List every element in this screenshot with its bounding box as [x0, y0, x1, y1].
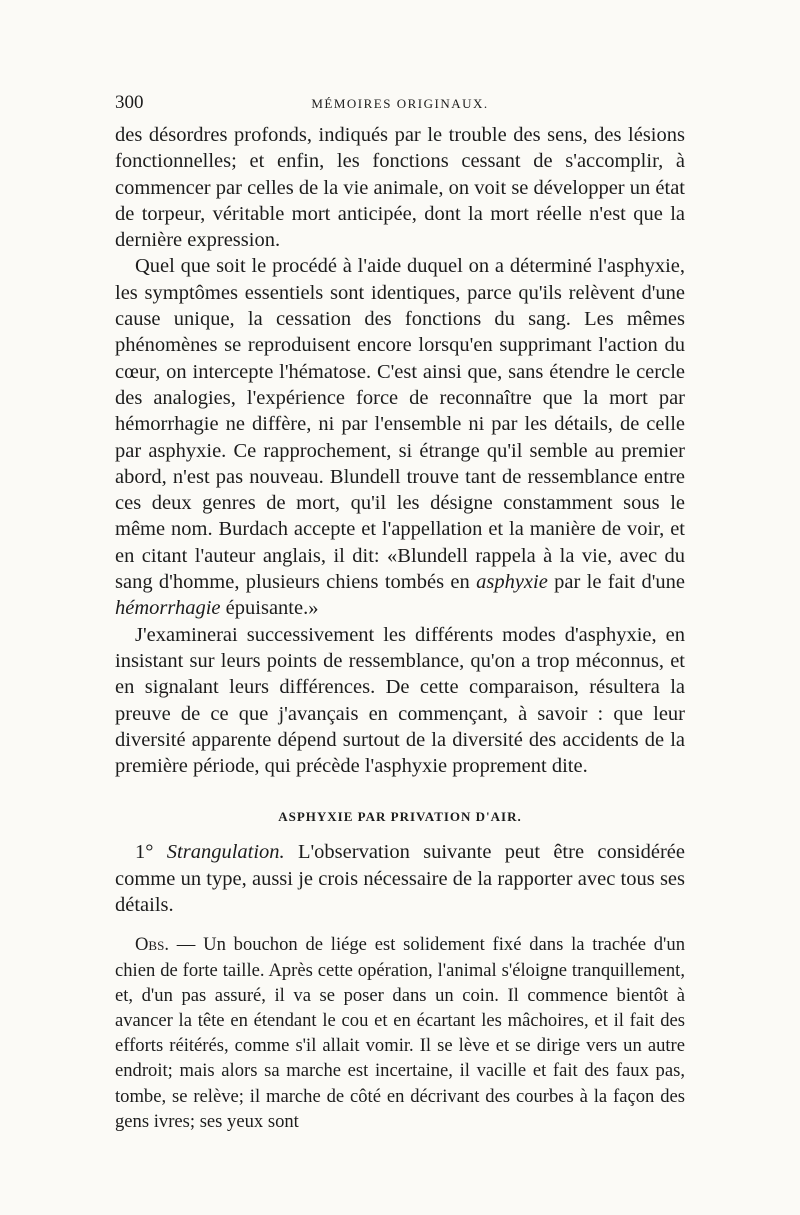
page-number: 300: [115, 92, 144, 113]
observation-text: — Un bouchon de liége est solidement fixé dans la trachée d'un chien de forte taille. Après cette opération, l'animal s'éloigne tranquillement, et, d'un pas assuré, il va se poser dans un coin. Il commence bientôt à avancer la tête en étendant le cou et en écartant les mâchoires, et il fait des efforts réitérés, comme s'il allait vomir. Il se lève et se dirige vers un autre endroit; mais alors sa marche est incertaine, il vacille et fait des faux pas, tombe, se relève; il marche de côté en décrivant des courbes à la façon des gens ivres; ses yeux sont: [115, 934, 685, 1132]
observation-paragraph: [115, 932, 685, 1134]
section-number: 1°: [135, 841, 154, 864]
subsection-title: Strangulation.: [166, 841, 285, 864]
paragraph-4-text: L'observation suivante peut être considérée comme un type, aussi je crois nécessaire de la rapporter avec tous ses détails.: [115, 841, 686, 917]
book-page: [115, 92, 685, 1134]
paragraph-2-part-a: Quel que soit le procédé à l'aide duquel on a déterminé l'asphyxie, les symptômes essentiels sont identiques, parce qu'ils relèvent d'une cause unique, la cessation des fonctions du sang. Les mêmes phénomènes se reproduisent encore lorsqu'en supprimant l'action du cœur, on intercepte l'hématose. C'est ainsi que, sans étendre le cercle des analogies, l'expérience force de reconnaître que la mort par hémorrhagie ne diffère, ni par l'ensemble ni par les détails, de celle par asphyxie. Ce rapprochement, si étrange qu'il semble au premier abord, n'est pas nouveau. Blundell trouve tant de ressemblance entre ces deux genres de mort, qu'il les désigne constamment sous le même nom. Burdach accepte et l'appellation et la manière de voir, et en citant l'auteur anglais, il dit: «Blundell rappela à la vie, avec du sang d'homme, plusieurs chiens tombés en: [115, 255, 685, 594]
paragraph-2-part-c: épuisante.»: [220, 597, 319, 620]
observation-label: Obs.: [135, 934, 169, 956]
section-title: ASPHYXIE PAR PRIVATION D'AIR.: [278, 809, 522, 825]
running-title: MÉMOIRES ORIGINAUX.: [311, 96, 489, 111]
paragraph-2-italic-asphyxie: asphyxie: [476, 571, 548, 594]
paragraph-2-part-b: par le fait d'une: [547, 571, 685, 594]
spacer: [115, 918, 685, 932]
paragraph-4: [115, 839, 685, 918]
paragraph-2-italic-hemorrhagie: hémorrhagie: [115, 597, 221, 620]
paragraph-2: [115, 253, 685, 621]
page-header: [115, 92, 685, 122]
paragraph-1: des désordres profonds, indiqués par le trouble des sens, des lésions fonctionnelles; et enfin, les fonctions cessant de s'accomplir, à commencer par celles de la vie animale, on voit se développer un état de torpeur, véritable mort anticipée, dont la mort réelle n'est que la dernière expression.: [115, 124, 685, 252]
paragraph-3: J'examinerai successivement les différents modes d'asphyxie, en insistant sur leurs points de ressemblance, qu'on a trop méconnus, et en signalant leurs différences. De cette comparaison, résultera la preuve de ce que j'avançais en commençant, à savoir : que leur diversité apparente dépend surtout de la diversité des accidents de la première période, qui précède l'asphyxie proprement dite.: [115, 623, 685, 778]
